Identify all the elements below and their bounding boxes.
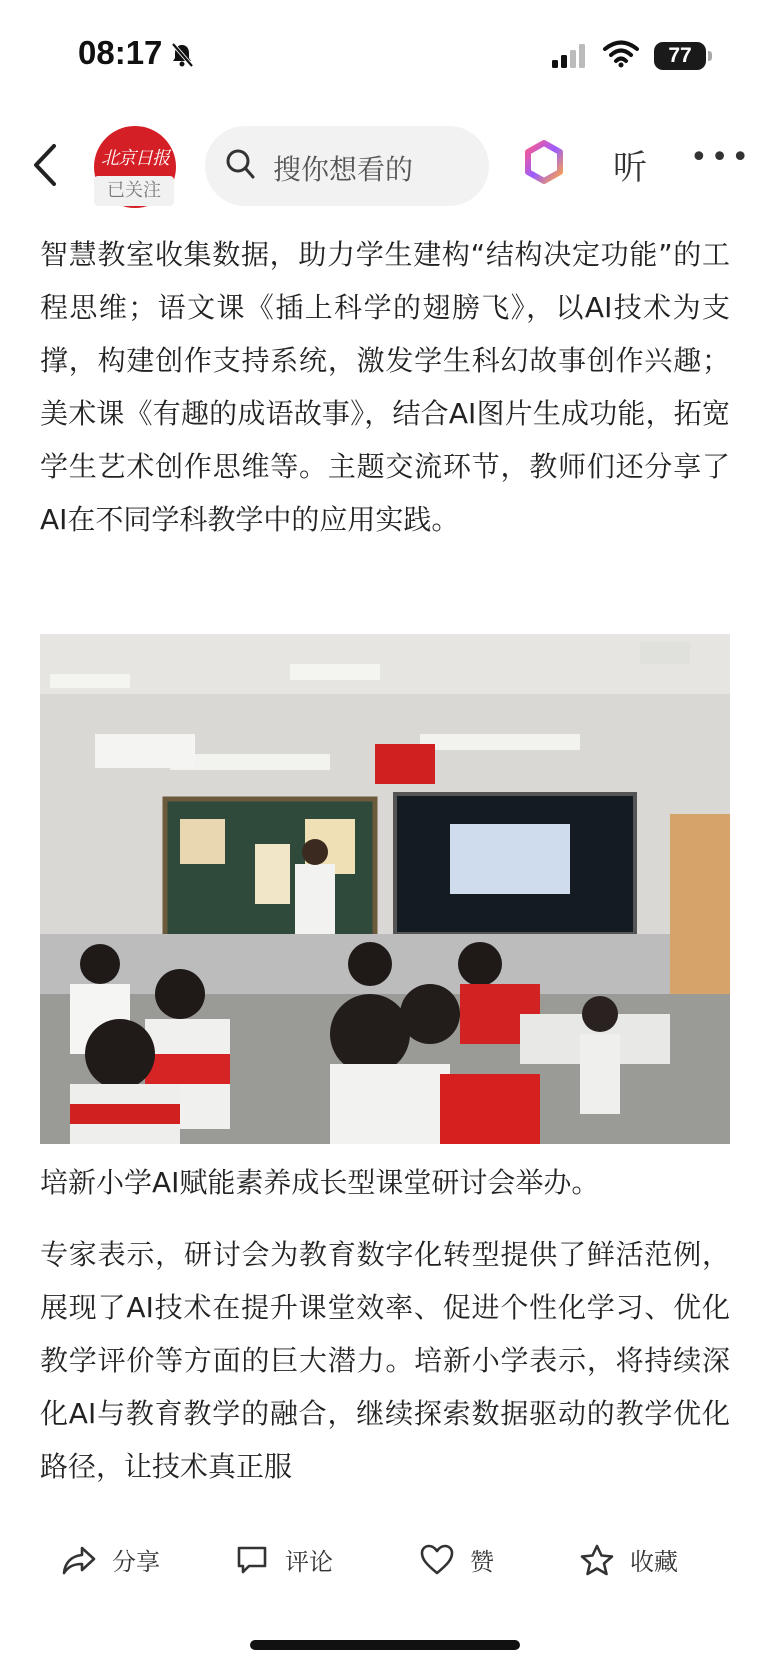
share-button[interactable] bbox=[62, 1542, 160, 1577]
status-bar bbox=[0, 0, 769, 110]
photo-caption: 培新小学AI赋能素养成长型课堂研讨会举办。 bbox=[40, 1166, 600, 1199]
article-paragraph: 智慧教室收集数据，助力学生建构“结构决定功能”的工程思维；语文课《插上科学的翅膀飞》，以AI技术为支撑，构建创作支持系统，激发学生科幻故事创作兴趣；美术课《有趣的成语故事》，结合AI图片生成功能，拓宽学生艺术创作思维等。主题交流环节，教师们还分享了AI在不同学科教学中的应用实践。 bbox=[40, 238, 730, 536]
comment-icon bbox=[235, 1544, 269, 1576]
classroom-photo-illustration bbox=[40, 634, 730, 1144]
ai-assistant-icon[interactable] bbox=[522, 140, 566, 184]
comment-label: 评论 bbox=[285, 1548, 333, 1576]
wifi-icon bbox=[603, 40, 639, 68]
cellular-signal-icon bbox=[552, 44, 588, 68]
follow-status-badge[interactable]: 已关注 bbox=[94, 176, 174, 206]
search-icon bbox=[225, 148, 257, 182]
mute-bell-icon bbox=[170, 42, 194, 68]
listen-button[interactable]: 听 bbox=[613, 148, 647, 188]
favorite-button[interactable] bbox=[580, 1542, 678, 1577]
article-action-bar bbox=[0, 1528, 769, 1608]
home-indicator[interactable] bbox=[250, 1640, 520, 1650]
article-paragraph: 专家表示，研讨会为教育数字化转型提供了鲜活范例，展现了AI技术在提升课堂效率、促进个性化学习、优化教学评价等方面的巨大潜力。培新小学表示，将持续深化AI与教育教学的融合，继续探索数据驱动的教学优化路径，让技术真正服 bbox=[40, 1238, 730, 1483]
favorite-label: 收藏 bbox=[630, 1548, 678, 1576]
star-icon bbox=[580, 1544, 614, 1576]
share-label: 分享 bbox=[112, 1548, 160, 1576]
comment-button[interactable] bbox=[235, 1542, 333, 1577]
battery-tip bbox=[708, 51, 712, 61]
like-label: 赞 bbox=[470, 1548, 494, 1576]
search-box[interactable] bbox=[205, 126, 489, 206]
more-options-icon[interactable]: ••• bbox=[690, 140, 753, 175]
article-body bbox=[40, 228, 730, 1528]
battery-indicator: 77 bbox=[654, 42, 706, 70]
clock: 08:17 bbox=[78, 34, 163, 71]
classroom-photo[interactable] bbox=[40, 634, 730, 1144]
share-icon bbox=[62, 1545, 96, 1575]
search-placeholder: 搜你想看的 bbox=[273, 153, 414, 186]
like-button[interactable] bbox=[420, 1542, 494, 1577]
heart-icon bbox=[420, 1544, 454, 1576]
back-arrow-icon[interactable] bbox=[30, 142, 60, 188]
article-nav-bar bbox=[0, 120, 769, 216]
publisher-logo-text: 北京日报 bbox=[101, 148, 169, 169]
